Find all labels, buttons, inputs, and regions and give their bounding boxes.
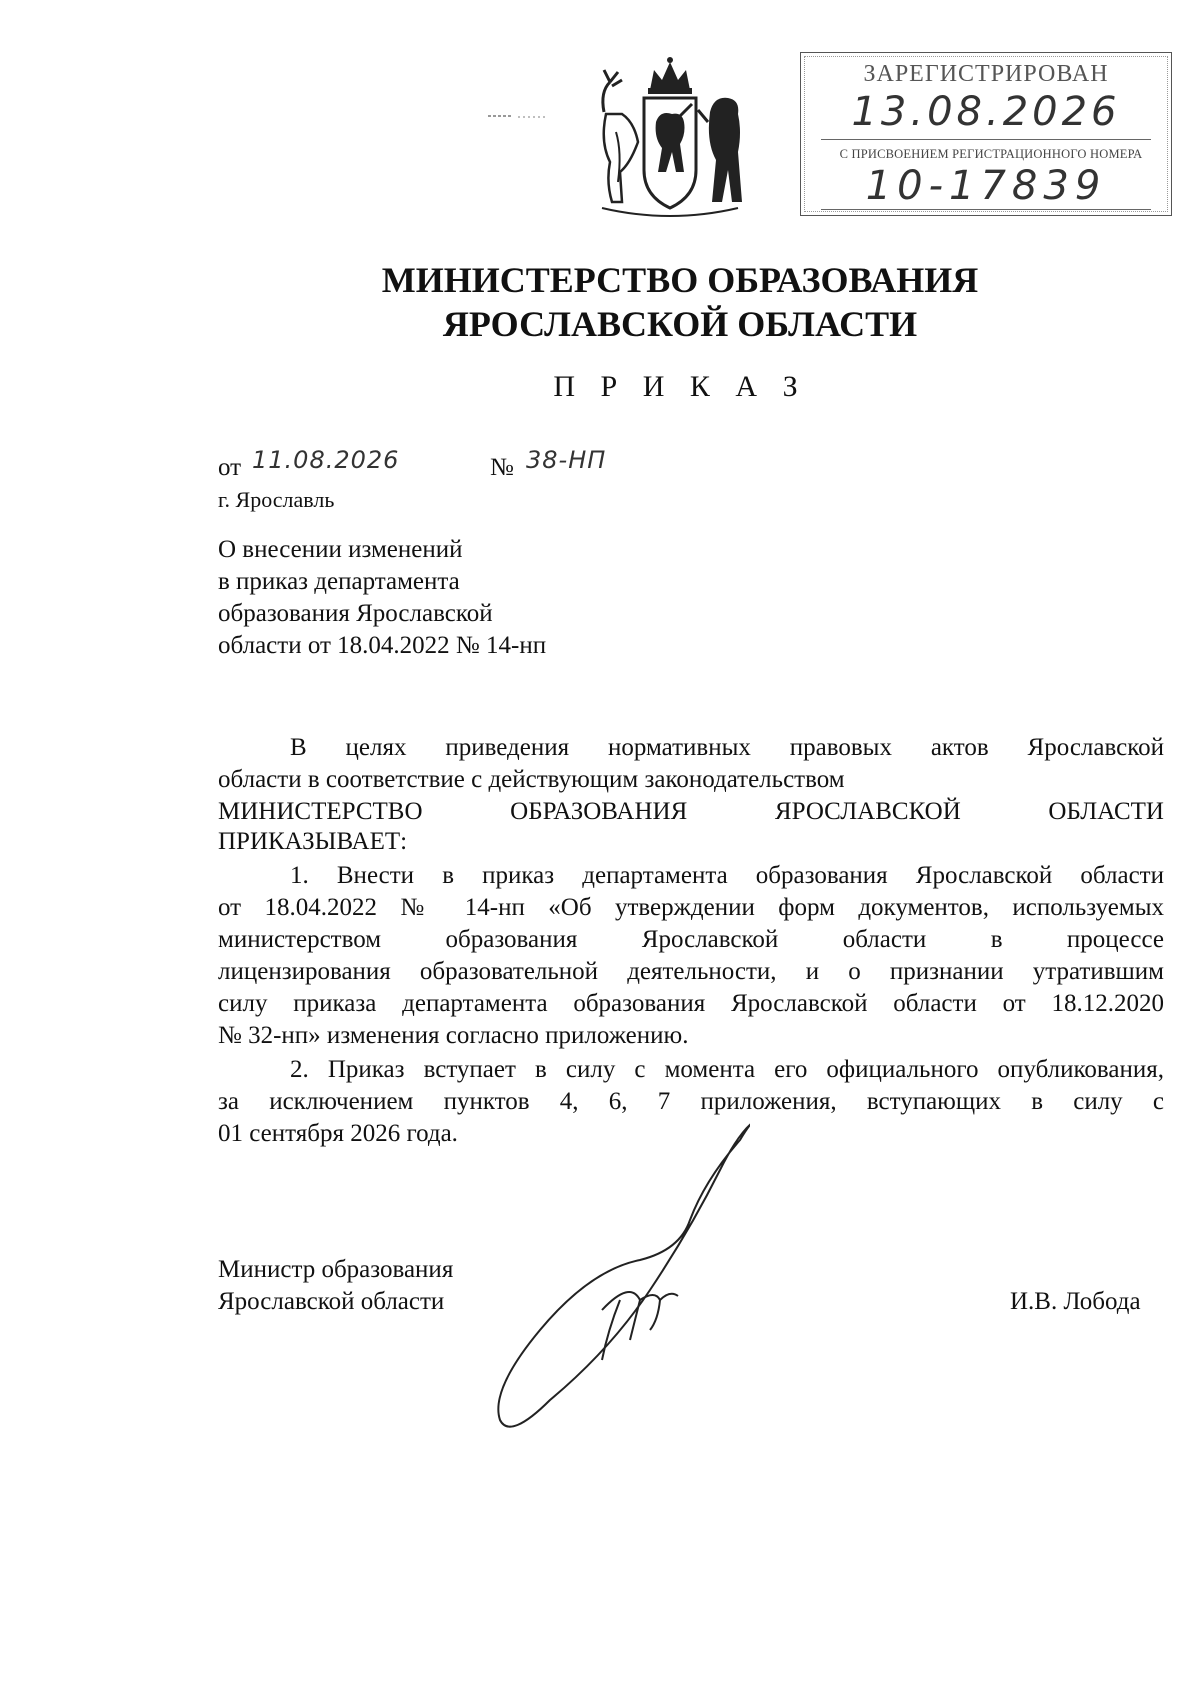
item1-line: лицензирования образовательной деятельности, и о признании утратившим [218, 958, 1164, 985]
signer-name: И.В. Лобода [1010, 1288, 1141, 1315]
body-line: области в соответствие с действующим законодательством [218, 766, 845, 793]
ministry-line-2: ЯРОСЛАВСКОЙ ОБЛАСТИ [442, 304, 918, 344]
number-value: 38-НП [526, 446, 607, 474]
stamp-subtitle: С ПРИСВОЕНИЕМ РЕГИСТРАЦИОННОГО НОМЕРА [839, 147, 1143, 161]
item1-line: министерством образования Ярославской области в процессе [218, 926, 1164, 953]
date-prefix: от [218, 454, 242, 481]
ministry-line-1: МИНИСТЕРСТВО ОБРАЗОВАНИЯ [381, 260, 979, 300]
subject-line: образования Ярославской [218, 600, 493, 627]
yaroslavl-coat-of-arms-icon [582, 52, 758, 220]
stamp-number: 10-17839 [865, 163, 1107, 209]
item2-line: 2. Приказ вступает в силу с момента его официального опубликования, [290, 1056, 1164, 1083]
scan-mark [488, 112, 548, 120]
body-line: В целях приведения нормативных правовых актов Ярославской [290, 734, 1164, 761]
stamp-divider [821, 139, 1151, 140]
subject-line: в приказ департамента [218, 568, 460, 595]
item2-line: 01 сентября 2026 года. [218, 1120, 458, 1147]
item2-line: за исключением пунктов 4, 6, 7 приложения, вступающих в силу с [218, 1088, 1164, 1115]
registration-stamp [800, 52, 1172, 216]
stamp-divider [821, 209, 1151, 210]
number-prefix: № [490, 454, 514, 481]
item1-line: № 32-нп» изменения согласно приложению. [218, 1022, 689, 1049]
ministry-caps: МИНИСТЕРСТВО ОБРАЗОВАНИЯ ЯРОСЛАВСКОЙ ОБЛАСТИ [218, 798, 1164, 825]
item1-line: силу приказа департамента образования Ярославской области от 18.12.2020 [218, 990, 1164, 1017]
signer-position-line-2: Ярославской области [218, 1288, 445, 1315]
subject-line: области от 18.04.2022 № 14-нп [218, 632, 547, 659]
date-value: 11.08.2026 [252, 446, 400, 474]
orders-word: ПРИКАЗЫВАЕТ: [218, 828, 408, 855]
stamp-date: 13.08.2026 [851, 89, 1121, 135]
item1-line: от 18.04.2022 № 14-нп «Об утверждении форм документов, используемых [218, 894, 1164, 921]
subject-line: О внесении изменений [218, 536, 463, 563]
item1-line: 1. Внести в приказ департамента образования Ярославской области [290, 862, 1164, 889]
document-type: П Р И К А З [553, 370, 807, 403]
handwritten-signature [490, 1100, 750, 1460]
signer-position-line-1: Министр образования [218, 1256, 454, 1283]
city: г. Ярославль [218, 487, 335, 512]
stamp-title: ЗАРЕГИСТРИРОВАН [863, 61, 1109, 87]
ministry-header [0, 258, 1200, 346]
